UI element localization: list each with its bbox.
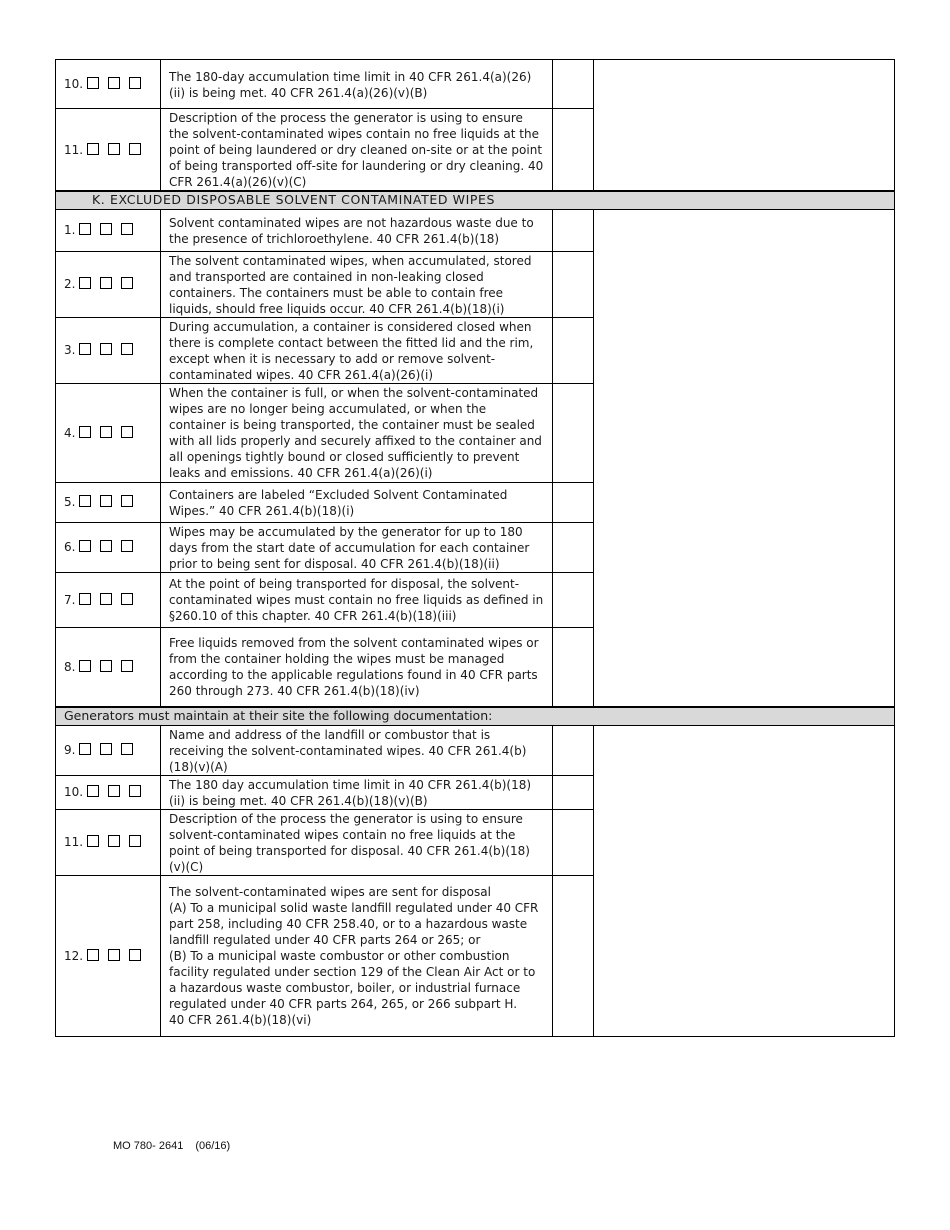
checkbox-yes[interactable]: [87, 77, 99, 89]
item-number-cell: [56, 209, 161, 251]
item-text: The solvent contaminated wipes, when accumulated, stored and transported are contained in non-leaking closed containers. The containers must be able to contain free liquids, should free liquids occur. 40 CFR 261.4(b)(18)(i): [161, 251, 553, 317]
item-number-cell: [56, 522, 161, 572]
table-row: [56, 725, 895, 775]
checkbox-na[interactable]: [121, 495, 133, 507]
comment-cell[interactable]: [553, 60, 594, 109]
checkbox-yes[interactable]: [79, 660, 91, 672]
item-number: 6.: [64, 540, 76, 554]
checkbox-no[interactable]: [100, 593, 112, 605]
checkbox-no[interactable]: [100, 495, 112, 507]
form-number: MO 780- 2641: [113, 1140, 184, 1152]
item-number: 11.: [64, 835, 84, 849]
checkbox-no[interactable]: [100, 540, 112, 552]
checkbox-no[interactable]: [100, 426, 112, 438]
checkbox-no[interactable]: [108, 143, 120, 155]
comment-cell[interactable]: [553, 383, 594, 482]
item-number-cell: [56, 725, 161, 775]
checkbox-na[interactable]: [121, 343, 133, 355]
comment-cell[interactable]: [553, 522, 594, 572]
item-number-cell: [56, 775, 161, 809]
checkbox-no[interactable]: [108, 77, 120, 89]
section-heading-row: [56, 707, 895, 725]
item-number: 11.: [64, 142, 84, 157]
checkbox-na[interactable]: [121, 277, 133, 289]
item-number: 9.: [64, 743, 76, 757]
item-number-cell: [56, 809, 161, 875]
notes-cell[interactable]: [594, 209, 895, 707]
checklist-table: [55, 59, 895, 1037]
item-number: 10.: [64, 77, 84, 91]
item-text: The 180 day accumulation time limit in 40 CFR 261.4(b)(18)(ii) is being met. 40 CFR 261.4(b)(18)(v)(B): [161, 775, 553, 809]
section-heading: K. EXCLUDED DISPOSABLE SOLVENT CONTAMINATED WIPES: [56, 191, 895, 209]
checkbox-no[interactable]: [108, 835, 120, 847]
checkbox-yes[interactable]: [79, 343, 91, 355]
checkbox-yes[interactable]: [79, 277, 91, 289]
item-text: The solvent-contaminated wipes are sent for disposal (A) To a municipal solid waste landfill regulated under 40 CFR part 258, including 40 CFR 258.40, or to a hazardous waste landfill regulated under 40 CFR parts 264 or 265; or (B) To a municipal waste combustor or other combustion facility regulated under section 129 of the Clean Air Act or to a hazardous waste combustor, boiler, or industrial furnace regulated under 40 CFR parts 264, 265, or 266 subpart H. 40 CFR 261.4(b)(18)(vi): [161, 875, 553, 1036]
comment-cell[interactable]: [553, 251, 594, 317]
checkbox-yes[interactable]: [87, 835, 99, 847]
checkbox-no[interactable]: [100, 223, 112, 235]
comment-cell[interactable]: [553, 317, 594, 383]
item-number: 7.: [64, 592, 76, 607]
checkbox-na[interactable]: [129, 143, 141, 155]
item-text: At the point of being transported for disposal, the solvent-contaminated wipes must contain no free liquids as defined in §260.10 of this chapter. 40 CFR 261.4(b)(18)(iii): [161, 572, 553, 627]
checkbox-yes[interactable]: [87, 143, 99, 155]
item-number: 5.: [64, 495, 76, 509]
comment-cell[interactable]: [553, 109, 594, 192]
form-footer: [113, 1140, 230, 1152]
checkbox-no[interactable]: [108, 785, 120, 797]
item-text: Description of the process the generator is using to ensure the solvent-contaminated wipes contain no free liquids at the point of being laundered or dry cleaned on-site or at the point of being transported off-site for laundering or dry cleaning. 40 CFR 261.4(a)(26)(v)(C): [161, 109, 553, 192]
checkbox-no[interactable]: [108, 949, 120, 961]
checkbox-yes[interactable]: [79, 426, 91, 438]
item-number: 1.: [64, 223, 76, 237]
table-row: [56, 209, 895, 251]
checkbox-na[interactable]: [121, 743, 133, 755]
checkbox-yes[interactable]: [87, 785, 99, 797]
checkbox-yes[interactable]: [79, 743, 91, 755]
comment-cell[interactable]: [553, 875, 594, 1036]
item-number-cell: [56, 383, 161, 482]
checkbox-na[interactable]: [129, 785, 141, 797]
item-text: During accumulation, a container is considered closed when there is complete contact between the fitted lid and the rim, except when it is necessary to add or remove solvent-contaminated wipes. 40 CFR 261.4(a)(26)(i): [161, 317, 553, 383]
checkbox-yes[interactable]: [79, 540, 91, 552]
table-row: [56, 60, 895, 109]
item-number: 3.: [64, 343, 76, 357]
item-text: Solvent contaminated wipes are not hazardous waste due to the presence of trichloroethylene. 40 CFR 261.4(b)(18): [161, 209, 553, 251]
item-text: Wipes may be accumulated by the generator for up to 180 days from the start date of accumulation for each container prior to being sent for disposal. 40 CFR 261.4(b)(18)(ii): [161, 522, 553, 572]
item-number-cell: [56, 875, 161, 1036]
item-number: 2.: [64, 277, 76, 291]
checkbox-no[interactable]: [100, 343, 112, 355]
comment-cell[interactable]: [553, 572, 594, 627]
comment-cell[interactable]: [553, 775, 594, 809]
checkbox-na[interactable]: [129, 77, 141, 89]
notes-cell[interactable]: [594, 725, 895, 1036]
item-number: 4.: [64, 425, 76, 440]
checkbox-no[interactable]: [100, 660, 112, 672]
item-number-cell: [56, 317, 161, 383]
comment-cell[interactable]: [553, 725, 594, 775]
checkbox-na[interactable]: [121, 426, 133, 438]
checkbox-na[interactable]: [129, 835, 141, 847]
item-text: Containers are labeled “Excluded Solvent Contaminated Wipes.” 40 CFR 261.4(b)(18)(i): [161, 482, 553, 522]
item-text: Name and address of the landfill or combustor that is receiving the solvent-contaminated wipes. 40 CFR 261.4(b)(18)(v)(A): [161, 725, 553, 775]
checkbox-yes[interactable]: [87, 949, 99, 961]
checkbox-yes[interactable]: [79, 223, 91, 235]
item-text: The 180-day accumulation time limit in 40 CFR 261.4(a)(26)(ii) is being met. 40 CFR 261.4(a)(26)(v)(B): [161, 60, 553, 109]
item-text: Description of the process the generator is using to ensure solvent-contaminated wipes contain no free liquids at the point of being transported for disposal. 40 CFR 261.4(b)(18)(v)(C): [161, 809, 553, 875]
checkbox-yes[interactable]: [79, 495, 91, 507]
item-number-cell: [56, 251, 161, 317]
comment-cell[interactable]: [553, 809, 594, 875]
item-number-cell: [56, 482, 161, 522]
checkbox-na[interactable]: [121, 223, 133, 235]
item-number-cell: [56, 572, 161, 627]
item-text: When the container is full, or when the solvent-contaminated wipes are no longer being accumulated, or when the container is being transported, the container must be sealed with all lids properly and securely affixed to the container and all openings tightly bound or closed sufficiently to prevent leaks and emissions. 40 CFR 261.4(a)(26)(i): [161, 383, 553, 482]
notes-cell[interactable]: [594, 60, 895, 192]
section-heading-row: [56, 191, 895, 209]
comment-cell[interactable]: [553, 209, 594, 251]
documentation-heading: Generators must maintain at their site the following documentation:: [56, 707, 895, 725]
item-number-cell: [56, 109, 161, 192]
form-revision: (06/16): [195, 1140, 231, 1152]
item-text: Free liquids removed from the solvent contaminated wipes or from the container holding the wipes must be managed according to the applicable regulations found in 40 CFR parts 260 through 273. 40 CFR 261.4(b)(18)(iv): [161, 627, 553, 707]
checkbox-no[interactable]: [100, 743, 112, 755]
comment-cell[interactable]: [553, 627, 594, 707]
checkbox-na[interactable]: [121, 540, 133, 552]
item-number: 8.: [64, 659, 76, 674]
checkbox-na[interactable]: [121, 660, 133, 672]
checkbox-no[interactable]: [100, 277, 112, 289]
checkbox-na[interactable]: [121, 593, 133, 605]
checkbox-na[interactable]: [129, 949, 141, 961]
item-number-cell: [56, 60, 161, 109]
checkbox-yes[interactable]: [79, 593, 91, 605]
comment-cell[interactable]: [553, 482, 594, 522]
item-number: 12.: [64, 948, 84, 963]
item-number: 10.: [64, 785, 84, 799]
item-number-cell: [56, 627, 161, 707]
